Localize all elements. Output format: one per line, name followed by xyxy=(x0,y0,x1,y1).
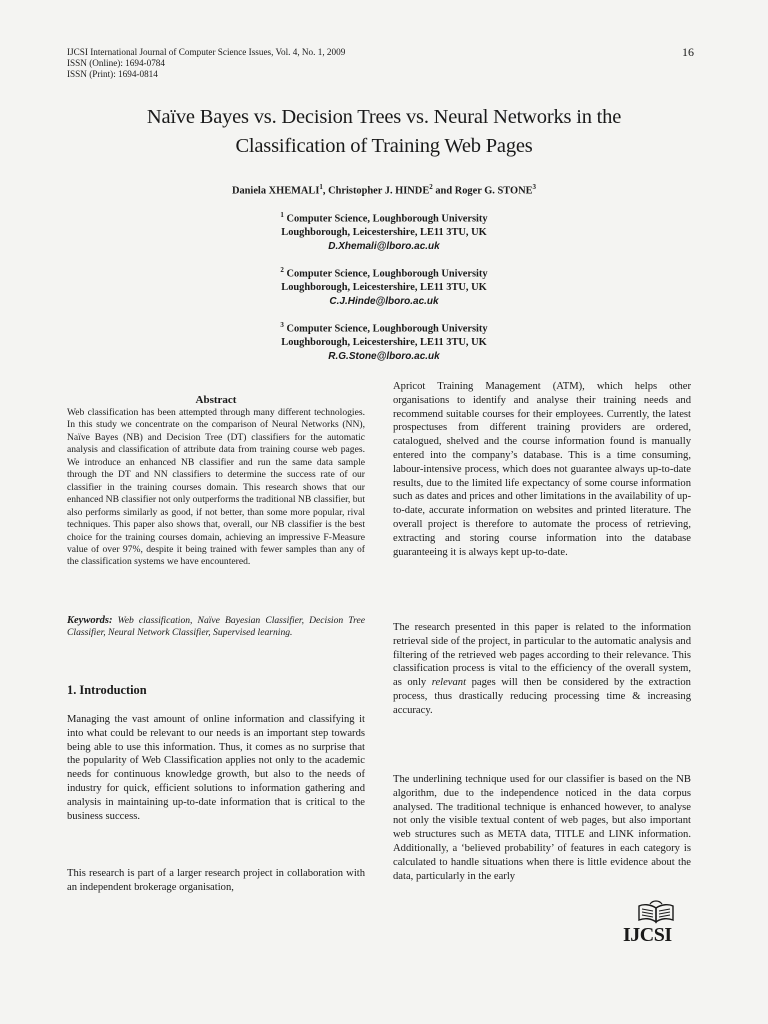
author-2-mark: 2 xyxy=(429,183,433,191)
affiliation-2 xyxy=(60,264,708,309)
paragraph-text: The underlining technique used for our classifier is based on the NB algorithm, due to the independence noticed in the data corpus analysed. The traditional technique is enhanced however, to analyse not only the visible textual content of web pages, but also important web structures such as META data, TITLE and LINK information. Additionally, a ‘believed probability’ of features in each category is calculated to handle situations when there is little evidence about the data, particularly in the early xyxy=(393,774,691,882)
journal-citation: IJCSI International Journal of Computer Science Issues, Vol. 4, No. 1, 2009 xyxy=(67,47,346,57)
affiliation-mark: 2 xyxy=(280,266,284,274)
keywords-text: Web classification, Naïve Bayesian Classifier, Decision Tree Classifier, Neural Network Classifier, Supervised learning. xyxy=(67,615,365,639)
abstract-body xyxy=(67,407,365,569)
right-paragraph-3 xyxy=(393,773,691,883)
section-heading-introduction: 1. Introduction xyxy=(67,683,147,697)
intro-paragraph-1 xyxy=(67,713,365,823)
keywords-label: Keywords: xyxy=(67,615,113,626)
paragraph-text: Apricot Training Management (ATM), which helps other organisations to identify and analyse their training needs and recommend suitable courses for their employees. Currently, the latest prospectuses from different training providers are ordered, catalogued, shelved and the course information found is manually entered into the company’s database. This is a time consuming, labour-intensive process, which does not guarantee always up-to-date results, due to the limited life expectancy of some course information such as dates and prices and other limitations in the availability of up-to-date, accurate information on websites and printed literature. The overall project is therefore to automate the process of retrieving, extracting and storing course information into the database guaranteeing it is always kept up-to-date. xyxy=(393,381,691,558)
intro-paragraph-2 xyxy=(67,867,365,895)
paragraph-text: Managing the vast amount of online information and classifying it into what could be relevant to our needs is an important step towards being able to use this information. Thus, it comes as no surprise that the popularity of Web Classification applies not only to the academic needs for continuous knowledge growth, but also to the needs of industry for quick, efficient solutions to information gathering and analysis in maintaining up-to-date information that is critical to the business success. xyxy=(67,714,365,822)
author-email[interactable]: C.J.Hinde@lboro.ac.uk xyxy=(329,295,439,307)
paragraph-text: pages will then be considered by the extraction process, thus drastically reducing processing time & increasing accuracy. xyxy=(393,677,691,716)
affiliation-3 xyxy=(60,319,708,364)
affiliation-address: Loughborough, Leicestershire, LE11 3TU, UK xyxy=(281,337,487,349)
ijcsi-logo xyxy=(620,900,696,950)
open-book-icon xyxy=(636,900,676,926)
title-line-2: Classification of Training Web Pages xyxy=(235,135,533,157)
abstract-text: Web classification has been attempted through many different technologies. In this study we concentrate on the comparison of Neural Networks (NN), Naïve Bayes (NB) and Decision Tree (DT) classifiers for the automatic analysis and classification of attribute data from training course web pages. We introduce an enhanced NB classifier and run the same data sample through the DT and NN classifiers to determine the success rate of our classifier in the training courses domain. This research shows that our enhanced NB classifier not only outperforms the traditional NB classifier, but also performs similarly as good, if not better, than some more popular, rival techniques. This paper also shows that, overall, our NB classifier is the best choice for the training courses domain, achieving an impressive F-Measure value of over 97%, despite it being trained with fewer samples than any of the classification systems we have encountered. xyxy=(67,407,365,568)
title-line-1: Naïve Bayes vs. Decision Trees vs. Neural Networks in the xyxy=(146,106,622,128)
author-3: and Roger G. STONE xyxy=(432,185,533,197)
issn-print: ISSN (Print): 1694-0814 xyxy=(67,69,158,79)
paragraph-text: The research presented in this paper is related to the information retrieval side of the project, in particular to the automatic analysis and filtering of the retrieved web pages according to their relevance. This classification process is vital to the efficiency of the overall system, as only xyxy=(393,622,691,689)
affiliation-mark: 1 xyxy=(280,211,284,219)
paragraph-text: This research is part of a larger research project in collaboration with an independent brokerage organisation, xyxy=(67,868,365,893)
paper-title xyxy=(60,103,708,161)
author-3-mark: 3 xyxy=(532,183,537,191)
affiliation-dept: Computer Science, Loughborough University xyxy=(283,213,488,225)
author-email[interactable]: R.G.Stone@lboro.ac.uk xyxy=(328,350,440,362)
affiliation-1 xyxy=(60,209,708,254)
issn-online: ISSN (Online): 1694-0784 xyxy=(67,58,165,68)
affiliation-dept: Computer Science, Loughborough University xyxy=(283,268,488,280)
page-number: 16 xyxy=(682,45,694,59)
right-paragraph-2 xyxy=(393,621,691,718)
emphasis-text: relevant xyxy=(431,677,467,689)
keywords xyxy=(67,615,365,640)
right-paragraph-1 xyxy=(393,380,691,559)
author-list xyxy=(60,183,708,196)
journal-header xyxy=(67,47,345,80)
author-2: , Christopher J. HINDE xyxy=(322,185,430,197)
affiliation-mark: 3 xyxy=(280,321,284,329)
author-1-mark: 1 xyxy=(319,183,323,191)
affiliation-dept: Computer Science, Loughborough University xyxy=(283,323,488,335)
abstract-heading: Abstract xyxy=(195,394,237,406)
affiliation-address: Loughborough, Leicestershire, LE11 3TU, UK xyxy=(281,227,487,239)
logo-text: IJCSI xyxy=(623,924,672,946)
author-1: Daniela XHEMALI xyxy=(231,185,320,197)
author-email[interactable]: D.Xhemali@lboro.ac.uk xyxy=(328,240,440,252)
affiliation-address: Loughborough, Leicestershire, LE11 3TU, UK xyxy=(281,282,487,294)
